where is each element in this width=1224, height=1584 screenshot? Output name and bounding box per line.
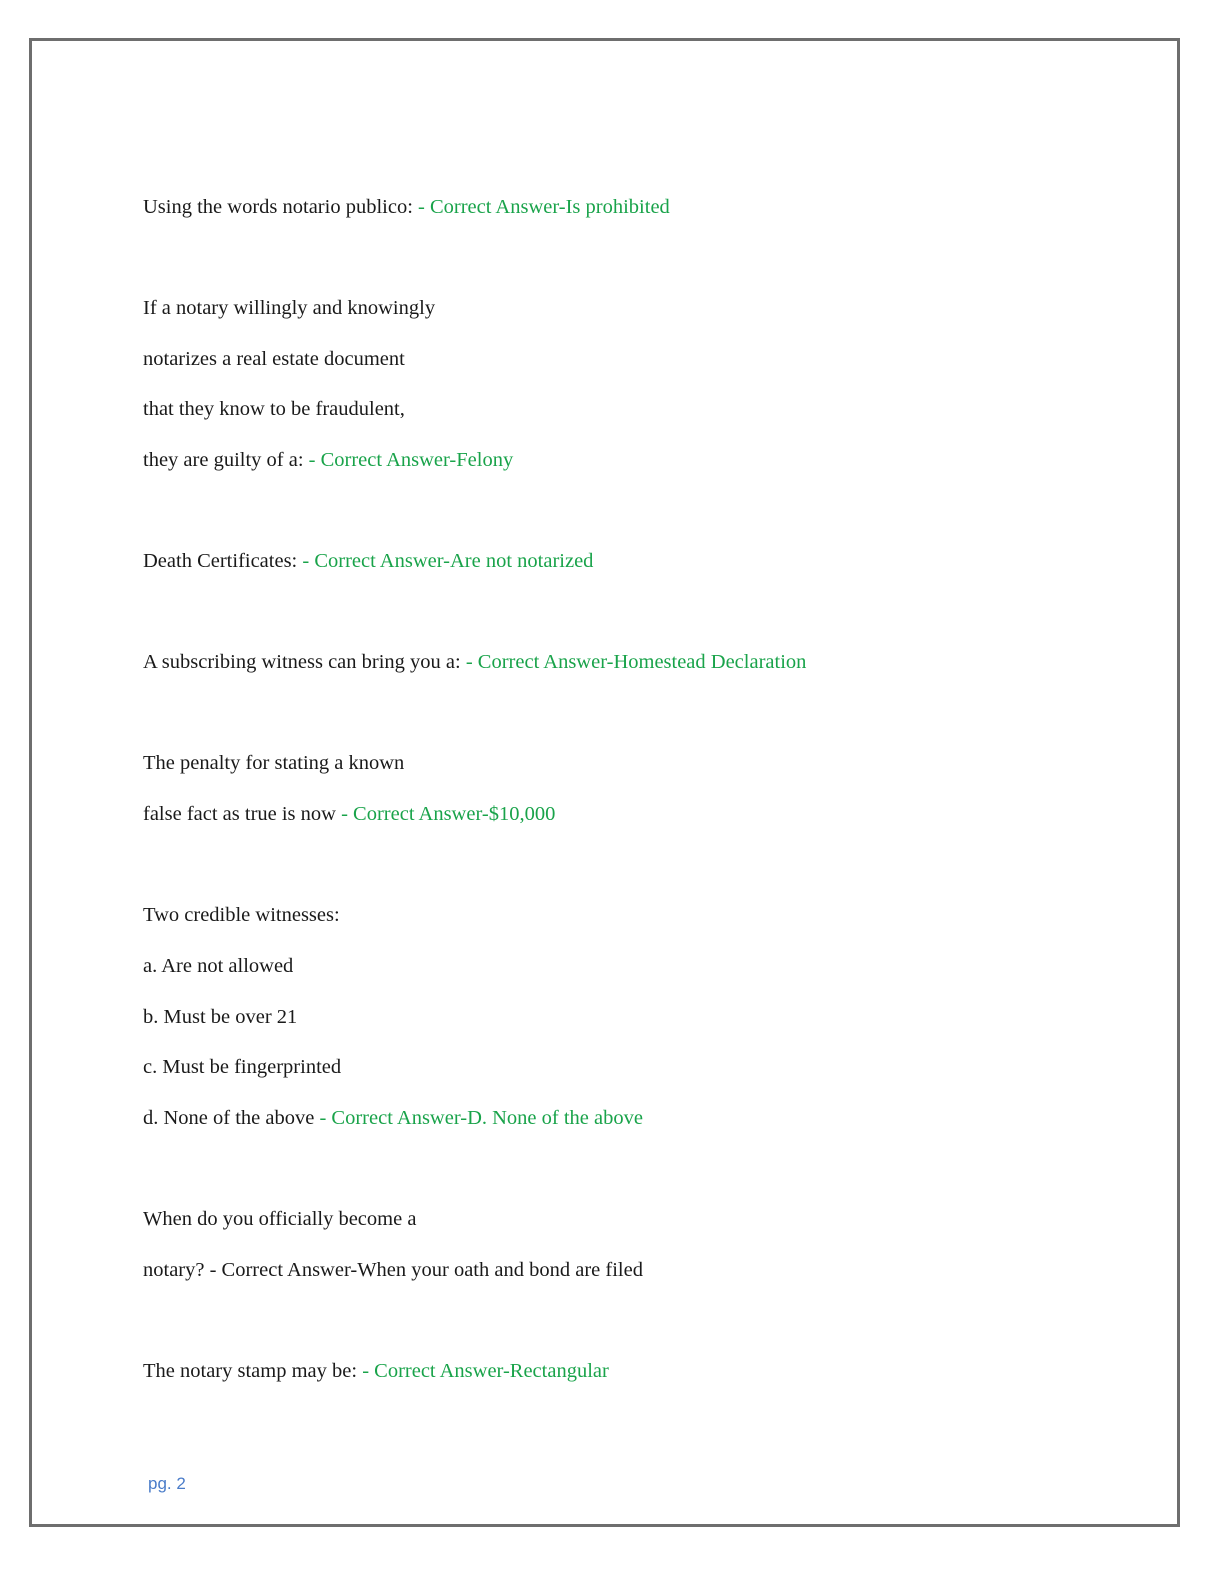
question-text: Two credible witnesses:	[143, 904, 340, 926]
page-number: pg. 2	[148, 1474, 186, 1493]
question-text: false fact as true is now	[143, 803, 336, 825]
qa-line	[143, 902, 340, 928]
qa-line	[143, 194, 670, 220]
question-text: A subscribing witness can bring you a:	[143, 651, 461, 673]
qa-line	[143, 295, 435, 321]
answer-text: - Correct Answer-$10,000	[335, 803, 556, 825]
answer-text: - Correct Answer-Are not notarized	[297, 550, 594, 572]
qa-line	[143, 953, 293, 979]
qa-line	[143, 1105, 643, 1131]
question-text: they are guilty of a:	[143, 449, 304, 471]
question-text: Death Certificates:	[143, 550, 298, 572]
question-text: c. Must be fingerprinted	[143, 1056, 342, 1078]
question-text: The notary stamp may be:	[143, 1360, 358, 1382]
question-text: notarizes a real estate document	[143, 348, 405, 370]
qa-line	[143, 1358, 609, 1384]
qa-line	[143, 548, 593, 574]
question-text: Using the words notario publico:	[143, 196, 413, 218]
answer-text: - Correct Answer-D. None of the above	[314, 1107, 643, 1129]
question-text: b. Must be over 21	[143, 1006, 298, 1028]
question-text: d. None of the above	[143, 1107, 315, 1129]
qa-line	[143, 447, 513, 473]
qa-line	[143, 750, 404, 776]
question-text: The penalty for stating a known	[143, 752, 405, 774]
qa-line	[143, 801, 555, 827]
question-text: When do you officially become a	[143, 1208, 417, 1230]
answer-text: - Correct Answer-Felony	[303, 449, 514, 471]
question-text: that they know to be fraudulent,	[143, 398, 405, 420]
qa-line	[143, 396, 405, 422]
qa-line	[143, 346, 405, 372]
qa-line	[143, 1206, 416, 1232]
qa-line	[143, 649, 806, 675]
qa-line	[143, 1257, 643, 1283]
answer-text: - Correct Answer-Homestead Declaration	[460, 651, 807, 673]
page-border	[29, 38, 1180, 1527]
qa-line	[143, 1054, 341, 1080]
question-text: a. Are not allowed	[143, 955, 294, 977]
answer-text: - Correct Answer-Is prohibited	[412, 196, 670, 218]
qa-line	[143, 1004, 297, 1030]
question-text: notary? - Correct Answer-When your oath and bond are filed	[143, 1259, 643, 1281]
answer-text: - Correct Answer-Rectangular	[357, 1360, 609, 1382]
question-text: If a notary willingly and knowingly	[143, 297, 436, 319]
